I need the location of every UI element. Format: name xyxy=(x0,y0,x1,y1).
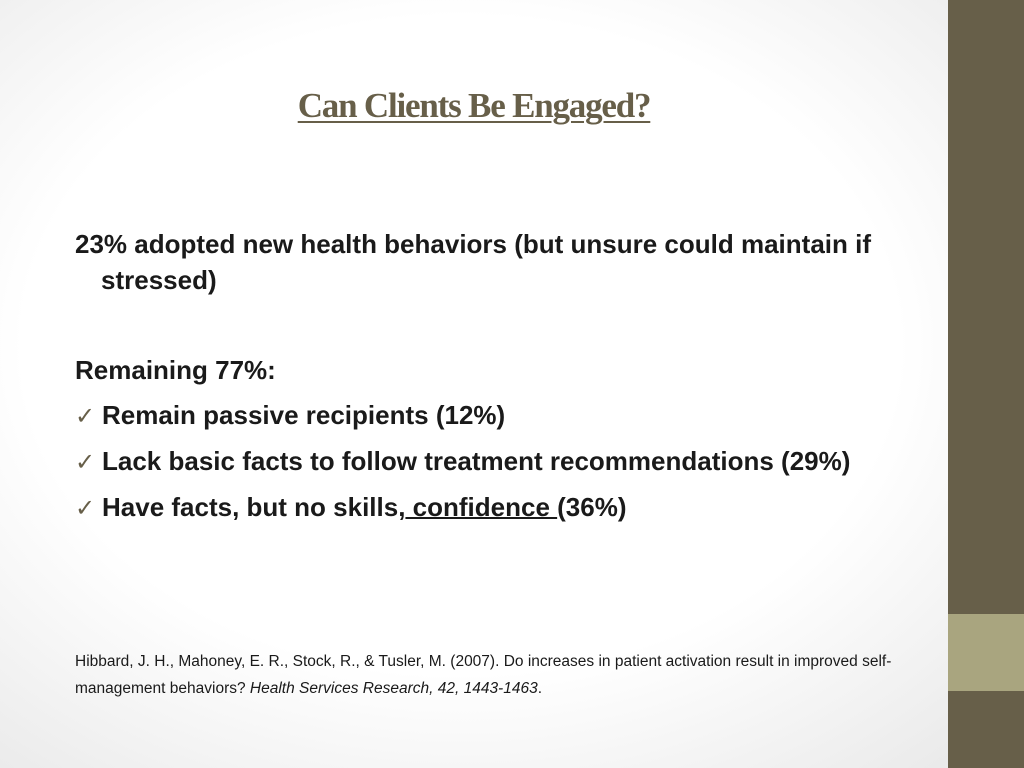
bullet-text-suffix: (36%) xyxy=(557,492,627,522)
checkmark-icon: ✓ xyxy=(75,448,96,476)
slide-body xyxy=(75,226,895,526)
bullet-text: Remain passive recipients (12%) xyxy=(102,400,506,430)
bullet-text: Lack basic facts to follow treatment recommendations (29%) xyxy=(102,446,851,476)
remaining-heading: Remaining 77%: xyxy=(75,355,276,385)
checkmark-icon: ✓ xyxy=(75,402,96,430)
slide-title: Can Clients Be Engaged? xyxy=(297,86,651,125)
bullet-text-prefix: Have facts, but no skills, xyxy=(102,492,406,522)
checkmark-icon: ✓ xyxy=(75,494,96,522)
side-accent-block xyxy=(948,614,1024,691)
bullet-item xyxy=(75,397,895,434)
intro-text: 23% adopted new health behaviors (but unsure could maintain if stressed) xyxy=(75,229,871,295)
citation-text: Hibbard, J. H., Mahoney, E. R., Stock, R., & Tusler, M. (2007). Do increases in patient activation result in improved self-management behaviors? xyxy=(75,653,892,697)
bullet-text-underlined: confidence xyxy=(405,492,558,522)
bullet-item xyxy=(75,443,895,480)
bullet-item xyxy=(75,489,895,526)
citation xyxy=(75,648,895,702)
citation-end: . xyxy=(537,680,543,697)
citation-source: Health Services Research, 42, 1443-1463 xyxy=(249,680,538,697)
